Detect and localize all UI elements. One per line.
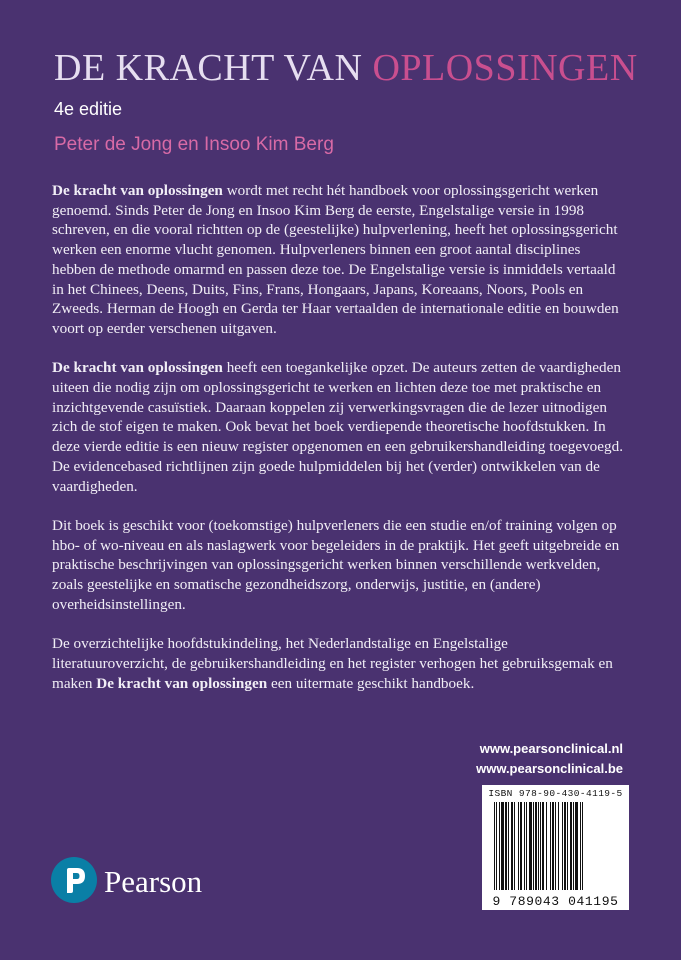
barcode-bar — [580, 802, 581, 890]
barcode-bar — [524, 802, 525, 890]
book-title — [54, 46, 638, 90]
barcode-bar — [526, 802, 527, 890]
barcode-digits: 9 789043 041195 — [492, 894, 619, 909]
book-title-part2: OPLOSSINGEN — [372, 47, 638, 89]
barcode-bar — [546, 802, 547, 890]
paragraph-text-end: een uitermate geschikt handboek. — [267, 674, 475, 692]
barcode-bar — [552, 802, 554, 890]
authors-label: Peter de Jong en Insoo Kim Berg — [54, 134, 334, 155]
book-name-bold: De kracht van oplossingen — [52, 182, 223, 199]
url-nl[interactable]: www.pearsonclinical.nl — [479, 741, 623, 756]
pearson-logo-icon — [51, 857, 97, 903]
url-be[interactable]: www.pearsonclinical.be — [476, 761, 623, 776]
barcode-bar — [562, 802, 563, 890]
barcode-bar — [558, 802, 559, 890]
blurb-paragraph-3 — [52, 516, 624, 615]
barcode-bar — [520, 802, 522, 890]
barcode-bar — [555, 802, 556, 890]
website-links — [476, 739, 623, 779]
barcode-panel — [482, 785, 629, 910]
barcode-bar — [582, 802, 583, 890]
book-name-bold: De kracht van oplossingen — [52, 359, 223, 377]
barcode-bar — [511, 802, 513, 890]
barcode-bar — [542, 802, 544, 890]
barcode-bar — [567, 802, 568, 890]
isbn-label: ISBN 978-90-430-4119-5 — [488, 788, 623, 799]
barcode-bar — [514, 802, 515, 890]
paragraph-text: De overzichtelijke hoofdstukindeling, het Nederlandstalige en Engelstalige literatuuroverzicht, de gebruikershandleiding en het register verhogen het gebruiksgemak en maken — [52, 635, 613, 692]
paragraph-text: Dit boek is geschikt voor (toekomstige) hulpverleners die een studie en/of training volgen op hbo- of wo-niveau en als naslagwerk voor begeleiders in de praktijk. Het geeft uitgebreide en praktische beschrijvingen van oplossingsgericht werken binnen verschillende werkvelden, zoals geestelijke en somatische gezondheidszorg, onderwijs, justitie, en (andere) overheidsinstellingen. — [52, 516, 620, 613]
blurb — [52, 181, 624, 713]
barcode-bar — [496, 802, 497, 890]
barcode-bar — [501, 802, 504, 890]
blurb-paragraph-4 — [52, 634, 624, 693]
barcode-bar — [538, 802, 539, 890]
barcode-bar — [564, 802, 566, 890]
barcode-bar — [494, 802, 495, 890]
barcode-bar — [535, 802, 537, 890]
barcode-bar — [575, 802, 578, 890]
blurb-paragraph-2 — [52, 358, 624, 496]
barcode-bar — [505, 802, 507, 890]
publisher-name: Pearson — [104, 864, 203, 899]
paragraph-text: wordt met recht hét handboek voor oplossingsgericht werken genoemd. Sinds Peter de Jong en Insoo Kim Berg de eerste, Engelstalige versie in 1998 schreven, en die vooral richtten op de (geestelijke) hulpverlening, heeft het oplossingsgericht werken een enorme vlucht genomen. Hulpverleners binnen een groot aantal disciplines hebben de methode omarmd en passen deze toe. De Engelstalige versie is inmiddels vertaald in het Chinees, Deens, Duits, Fins, Frans, Hongaars, Japans, Koreaans, Noors, Pools en Zweeds. Herman de Hoogh en Gerda ter Haar vertaalden de internationale editie en bouwden voort op eerder verschenen uitgaven. — [52, 182, 619, 337]
barcode-bar — [540, 802, 541, 890]
edition-label: 4e editie — [54, 99, 123, 119]
barcode-bar — [499, 802, 500, 890]
book-title-part1: DE KRACHT VAN — [54, 47, 373, 89]
paragraph-text: heeft een toegankelijke opzet. De auteurs zetten de vaardigheden uiteen die nodig zijn om oplossingsgericht te werken en lichten deze toe met praktische en inzichtgevende casuïstiek. Daaraan koppelen zij verwerkingsvragen die de lezer uitnodigen zich de stof eigen te maken. Ook bevat het boek verdiepende theoretische hoofdstukken. In deze vierde editie is een nieuw register opgenomen en een gebruikershandleiding toegevoegd. De evidencebased richtlijnen zijn goede hulpmiddelen bij het (verder) ontwikkelen van de vaardigheden. — [52, 359, 623, 495]
barcode-bar — [508, 802, 509, 890]
blurb-paragraph-1 — [52, 181, 624, 339]
barcode-bar — [529, 802, 532, 890]
book-name-bold: De kracht van oplossingen — [96, 674, 268, 692]
barcode-bar — [573, 802, 574, 890]
barcode-bar — [550, 802, 551, 890]
barcode-bar — [533, 802, 534, 890]
barcode-image — [494, 802, 617, 890]
barcode-bar — [518, 802, 519, 890]
barcode-bar — [570, 802, 572, 890]
